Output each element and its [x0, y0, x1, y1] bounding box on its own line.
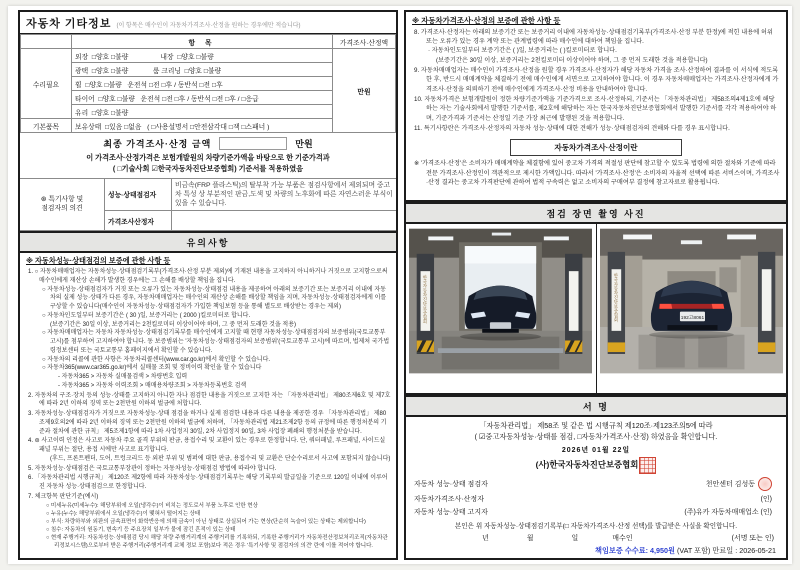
buyer-confirm-line: 본인은 위 자동차성능·상태점검기록부(□ 자동차가격조사·산정 선택)를 발급받은 사실을 확인합니다. [454, 523, 738, 530]
buyer-day-label: 일 [571, 535, 579, 542]
table-corner-cell [21, 35, 72, 49]
notice-box [18, 253, 398, 560]
remarks-appraiser-label: 가격조사산정자 [105, 211, 172, 231]
final-amount-row [20, 133, 396, 153]
notice-line: ○ 자동차성능·상태점검자가 거짓 또는 오류가 있는 자동차성능·상태점검 내용을 제공하여 아래의 보증기간 또는 보증거리 이내에 자동차의 실제 성능·상태가 다른 경우, 자동차매매업자는 매수인의 재산상 손해를 배상할 책임을 지며, 자동차성능·상태점검자에게 이를 구상할 수 있습니다(매수인이 자동차성능·상태점검자가 가입한 책임보험 등을 통해 별도로 배상받는 경우는 제외) [42, 286, 387, 311]
remarks-label [20, 178, 105, 231]
notice-line: 2. 자동차의 구조·장치 등의 성능·상태를 고지하지 아니한 자나 점검한 내용을 거짓으로 고지한 자는 「자동차관리법」 제80조제6호 및 제7호에 따라 2년 이하의 징역 또는 2천만원 이하의 벌금에 처합니다. [28, 392, 391, 408]
price-guarantee-line: · 자동차인도일부터 보증기간은 ( )일, 보증거리는 ( )킬로미터로 합니다. [428, 47, 617, 55]
notice-line: 5. 자동차성능·상태점검은 국토교통부장관이 정하는 자동차성능·상태점검 방법에 따라야 합니다. [28, 465, 277, 472]
signature-row-inspector [414, 477, 778, 491]
signature-box [404, 417, 788, 560]
notice-line: 7. 체크항목 판단기준(예시) [28, 493, 99, 500]
notice-header-bar: 유의사항 [18, 233, 398, 253]
basis-statement-line2: ( □기술사회 ☑한국자동차진단보증협회) 기준서를 적용하였음 [112, 163, 304, 173]
warranty-fee-amount: 책임보증 수수료: 4,950원 [595, 546, 675, 555]
warranty-fee-expiry: (VAT 포함) 만료일 : 2026-05-21 [674, 546, 776, 555]
notice-line: 6. 「자동차관리법 시행규칙」 제120조 제2항에 따라 자동차성능·상태점검기록부는 해당 기록부의 발급일을 기준으로 120일 이내에 이루어진 자동차 성능·상태점검으로 한정합니다. [28, 475, 388, 491]
inspection-photos [404, 224, 788, 395]
group-label-repair: 수리필요 [21, 49, 72, 119]
signature-statement [414, 421, 778, 443]
define-box-title: 자동차가격조사·산정이란 [510, 139, 682, 156]
notice-line: - 자동차365 > 자동차 이력조회 > 매매용차량조회 > 자동차등록번호 검색 [58, 382, 247, 389]
buyer-year-label: 년 [482, 535, 489, 542]
row-wheel: 휠 □양호 □불량 운전석 □전 □후 / 동반석 □전 □후 [72, 77, 333, 91]
price-guarantee-line: 11. 특기사항란은 가격조사·산정자의 자동차 성능·상태에 대한 견해가 성능·상태점검자의 견해와 다를 경우 표시합니다. [414, 125, 730, 133]
lift-post-left [607, 252, 624, 354]
notice-line: 1. ○ 자동차매매업자는 자동차성능·상태점검기록부(가격조사·산정 부분 제외)에 기재된 내용을 고지하지 아니하거나 거짓으로 고지함으로써 매수인에게 재산상 손해가 발생한 경우에는 그 손해를 배상할 책임을 집니다. [28, 269, 388, 284]
signature-organization [414, 457, 778, 474]
section-title-note: (이 항목은 매수인이 자동차가격조사·산정을 원하는 경우에만 적습니다) [116, 23, 301, 29]
buyer-date-line [414, 533, 778, 543]
remarks-inspector-label: 성능·상태점검자 [105, 178, 172, 211]
notice-line: ○ 미세누유(미세누수): 해당부위에 오일(냉각수)이 비치는 정도로서 부품 노후로 인한 현상 [46, 502, 258, 509]
photo-cell-front [406, 224, 597, 393]
define-box-text: ※ '가격조사·산정'은 소비자가 매매계약을 체결함에 있어 중고차 가격의 적절성 판단에 참고할 수 있도록 법령에 의한 절차와 기준에 따라 전문 가격조사·산정인이 객관적으로 제시한 가액입니다. 따라서 '가격조사·산정'은 소비자의 자율적 선택에 따른 서비스이며, 가격조사·산정 결과는 중고차 가격판단에 관하여 법적 구속력은 없고 소비자의 구매여부 결정에 참고자료로 활용됩니다. [414, 160, 780, 186]
signature-row-appraiser [414, 494, 778, 504]
signature-row-label: 자동차 성능·상태 점검자 [414, 481, 488, 488]
notice-line: (후드, 프론트펜더, 도어, 트렁크리드 등 외판 부위 및 범퍼에 대한 판금, 용접수리 및 교환은 단순수리로서 사고에 포함되지 않습니다) [50, 455, 391, 462]
signature-row-value: (인) [760, 496, 772, 503]
photos-header-bar: 점검 장면 촬영 사진 [404, 202, 788, 224]
lift-post-left [417, 254, 434, 354]
notice-line: ○ 자동차의 리콜에 관한 사항은 자동차리콜센터(www.car.go.kr)에서 확인할 수 있습니다. [42, 356, 271, 363]
signature-organization-name: (사)한국자동차진단보증협회 [535, 459, 639, 470]
inspection-photo-rear [600, 227, 783, 375]
signature-header-bar: 서 명 [404, 395, 788, 417]
notice-line: ○ 누유(누수): 해당부위에서 오일(냉각수)이 맺혀서 떨어지는 상태 [46, 510, 201, 517]
price-guarantee-list [412, 28, 780, 133]
signature-row-notifier [414, 507, 778, 517]
notice-line: ○ 자동차매매업자는 자동차 자동차성능·상태점검기록부를 매수인에게 고지할 때 현행 자동차성능·상태점검자의 보증범위(국토교통부 고시)를 첨부하여 고지하여야 합니다. 동 보증범위는 '자동차성능·상태점검자의 보증범위'(국토교통부 고시)에 따르며, 법제처 국가법령정보센터 또는 국토교통부 홈페이지에서 확인할 수 있습니다. [42, 330, 390, 354]
section-title-other-info: 자동차 기타정보 [26, 18, 112, 30]
buyer-month-label: 월 [526, 535, 534, 542]
remarks-label-line1: ⊛ 특기사항 및 [40, 195, 84, 203]
price-guarantee-line: 9. 자동차매매업자는 매수인이 가격조사·산정을 원할 경우 가격조사·산정자가 해당 자동차 가격을 조사·산정하여 결과를 이 서식에 적도록 한 후, 반드시 매매계약을 체결하기 전에 매수인에게 서면으로 고지하여야 합니다. 이 경우 자동차매매업자는 가격조사·산정자에게 가격조사·산정을 의뢰하기 전에 매수인에게 가격조사·산정 비용을 안내하여야 합니다. [414, 67, 779, 93]
notice-line: ○ 자동차인도일부터 보증기간은 ( 30 )일, 보증거리는 ( 2000 )킬로미터로 합니다. [42, 312, 251, 319]
repair-check-table [20, 34, 396, 133]
remarks-appraiser-text [172, 211, 397, 231]
notice-line: ○ 자동차365(www.car365.go.kr)에서 실매물 조회 및 정비이력 확인을 할 수 있습니다 [42, 365, 262, 372]
notice-list [26, 268, 391, 550]
signature-date: 2026년 01월 22일 [561, 447, 631, 454]
inspection-form-page [8, 6, 792, 564]
notice-line: ○ 부식: 차량하부와 외판의 금속표면이 화학반응에 의해 금속이 아닌 상태로 상실되어 가는 현상(단순히 녹슬어 있는 상태는 제외합니다) [46, 518, 366, 525]
notice-line: 4. ⊜ 사고이력 인정은 사고로 자동차 주요 골격 부위의 판금, 용접수리 및 교환이 있는 경우로 한정합니다. 단, 쿼터패널, 루프패널, 사이드실패널 부위는 절단, 용접 시에만 사고로 표기합니다. [28, 438, 386, 454]
signature-statement-line1: 「자동차관리법」 제58조 및 같은 법 시행규칙 제120조·제123조의5에 따라 [479, 421, 713, 431]
notice-line: (보증기간은 30일 이상, 보증거리는 2천킬로미터 이상이어야 하며, 그 중 먼저 도래한 것을 적용) [50, 321, 297, 328]
remarks-label-line2: 점검자의 의견 [41, 205, 83, 213]
price-guarantee-line: 8. 가격조사·산정자는 아래의 보증기간 또는 보증거리 이내에 자동차성능·상태점검기록부(가격조사·산정 부분 한정)에 적힌 내용에 허위 또는 오류가 있는 경우 계약 또는 관계법령에 따라 매수인에 대하여 책임을 집니다. [414, 29, 773, 46]
left-panel [18, 10, 398, 560]
car-rear [649, 281, 734, 339]
lift-banner-text-right: 한국자동차진단보증협회 [613, 273, 619, 323]
notice-heading: ※ 자동차성능·상태점검의 보증에 관한 사항 등 [26, 256, 171, 266]
signature-row-label: 자동차가격조사·산정자 [414, 496, 484, 503]
notice-line: ○ 침수: 자동차의 원동기, 변속기 등 주요장치 일부가 물에 잠긴 흔적이 있는 상태 [46, 526, 236, 533]
right-panel [404, 10, 788, 560]
warranty-fee-line [414, 546, 778, 556]
lift-post-right2 [758, 252, 775, 354]
remarks-table [20, 178, 396, 232]
signature-row-label: 자동차 성능·상태 고지자 [414, 509, 488, 516]
basis-statement [20, 153, 396, 178]
price-unit-cell: 만원 [333, 49, 396, 133]
notice-line: ○ 현재 주행거리: 자동차성능·상태점검 당시 해당 차량 주행거리계의 주행거리를 기록하되, 기록한 주행거리가 자동차전산정보처리조직(자동차관리정보시스템)으로부터 받은 주행거리(주행거리계 교체 정보 포함)보다 적은 경우 '특기사항 및 점검자의 의견' 란에 이를 적어야 합니다. [46, 534, 388, 549]
license-plate-text: 192고8061 [680, 316, 704, 322]
price-guarantee-line: 10. 자동차가격은 보험개발원이 정한 차량기준가액을 기준가격으로 조사·산정하되, 기준서는 「자동차관리법」 제58조의4제1호에 해당하는 자는 기술사회에서 발행한 기준서를, 제2호에 해당하는 자는 한국자동차진단보증협회에서 발행한 기준서를 각각 적용하여야 하며, 기준가격과 기준서는 산정일 기준 가장 최근에 발행된 것을 적용합니다. [414, 96, 777, 122]
signature-row-value: 천안센터 김성동 [705, 481, 755, 488]
group-label-basic: 기본품목 [21, 119, 72, 133]
other-info-title-row [20, 12, 396, 34]
lift-banner-text-left: 한국자동차진단보증협회 [423, 275, 429, 325]
notice-line: - 자동차365 > 자동차 실매물검색 > 차량번호 입력 [58, 374, 188, 381]
price-guarantee-box [404, 10, 788, 202]
inspector-seal-stamp [758, 477, 772, 491]
row-polish: 광택 □양호 □불량 룸 크리닝 □양호 □불량 [72, 63, 333, 77]
row-basic-items: 보유상태 □있음 □없음 ( □사용설명서 □안전삼각대 □잭 □스패너 ) [72, 119, 333, 133]
basis-statement-line1: 이 가격조사·산정가격은 보험개발원의 차량기준가액을 바탕으로 한 기준가격과 [86, 153, 330, 162]
row-glass: 유리 □양호 □불량 [72, 105, 333, 119]
price-guarantee-heading: ※ 자동차가격조사·산정의 보증에 관한 사항 등 [412, 16, 561, 25]
photo-cell-rear [597, 224, 787, 393]
inspection-photo-front [409, 227, 592, 375]
row-tire: 타이어 □양호 □불량 운전석 □전 □후 / 동반석 □전 □후 / □응급 [72, 91, 333, 105]
org-seal-stamp [639, 457, 656, 474]
signature-row-value: (주)유카 자동차매매업소 (인) [684, 509, 772, 516]
buyer-sign-label: (서명 또는 인) [731, 535, 774, 542]
buyer-label: 매수인 [612, 535, 633, 542]
lift-post-right [565, 254, 582, 354]
remarks-inspector-text: 비금속(FRP 플라스틱)의 탈부착 가능 부품은 점검사항에서 제외되며 중고차 특성 상 부분적인 판금,도색 및 차량의 노후화에 따른 자연스러운 부식이 있을 수 있습니다. [172, 178, 397, 211]
other-info-box [18, 10, 398, 233]
col-header-item: 항 목 [72, 35, 333, 49]
row-exterior: 외장 □양호 □불량 내장 □양호 □불량 [72, 49, 333, 63]
final-amount-label: 최종 가격조사·산정 금액 [103, 139, 212, 149]
notice-line: 3. 자동차성능·상태점검자가 거짓으로 자동차성능·상태 점검을 하거나 실제 점검한 내용과 다른 내용을 제공한 경우 「자동차관리법」 제80조제9호의2에 따라 2년 이하의 징역 또는 2천만원 이하의 벌금에 처하며, 「자동차관리법 제21조제2항 등의 규정에 따른 행정처분의 기준과 절차에 관한 규칙」 제5조제1항에 따라 1차 사업정지 30일, 2차 사업정지 90일, 3차 사업장 폐쇄의 행정처분을 받습니다. [28, 411, 387, 435]
price-guarantee-line: (보증기간은 30일 이상, 보증거리는 2천킬로미터 이상이어야 하며, 그 중 먼저 도래한 것을 적용합니다) [436, 56, 708, 64]
signature-statement-line2: ( ☑중고자동차성능·상태를 점검, □자동차가격조사·산정) 하였음을 확인합니다. [474, 432, 718, 442]
final-amount-input [219, 137, 287, 150]
col-header-price: 가격조사·산정액 [333, 35, 396, 49]
final-amount-unit: 만원 [295, 139, 313, 149]
